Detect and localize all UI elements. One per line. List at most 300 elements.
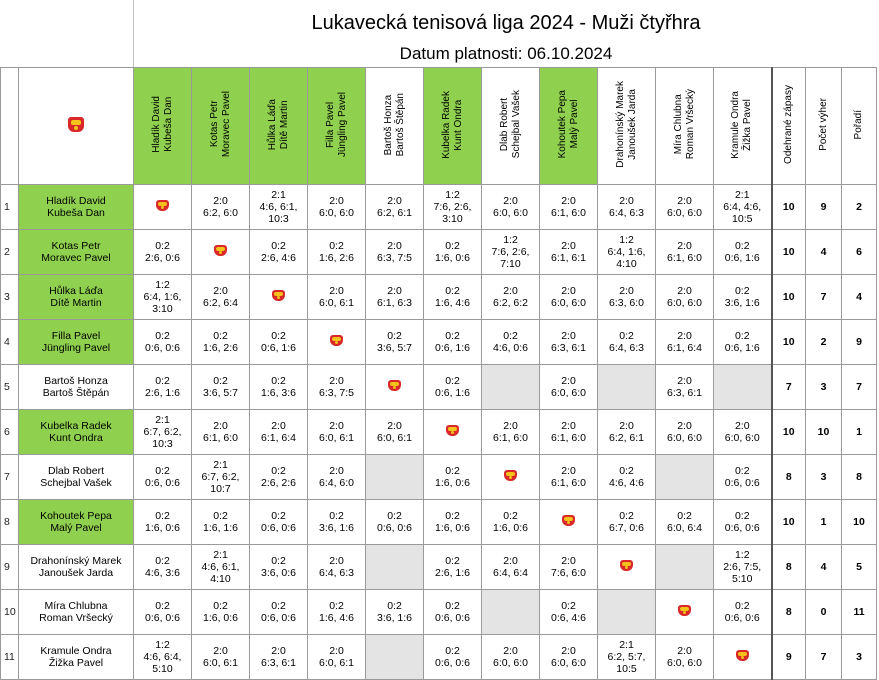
set-scores: 0:6, 0:6: [724, 522, 760, 534]
set-scores: 6:0, 6:0: [666, 657, 703, 669]
self-match-cell: [192, 230, 250, 275]
match-score: 2:0: [561, 195, 576, 207]
stat-header: [842, 68, 877, 185]
match-score: 0:2: [503, 510, 518, 522]
self-match-cell: [714, 635, 772, 680]
wins-count: 7: [806, 635, 842, 680]
match-score: 2:0: [561, 285, 576, 297]
set-scores: 1:6, 0:6: [434, 252, 471, 264]
table-row: [1, 185, 877, 230]
column-header-player1: Hladík David: [150, 96, 162, 153]
column-header-team: [598, 68, 656, 185]
rank-value: 1: [842, 410, 877, 455]
match-result-cell: [250, 365, 308, 410]
column-header-team: [656, 68, 714, 185]
match-result-cell: [424, 500, 482, 545]
column-header-player2: Kunt Ondra: [452, 98, 464, 151]
match-score: 2:0: [503, 285, 518, 297]
column-header-player2: Jüngling Pavel: [336, 91, 348, 158]
match-result-cell: [366, 320, 424, 365]
set-scores: 1:6, 3:6: [260, 387, 297, 399]
match-result-cell: [308, 635, 366, 680]
match-score: 0:2: [445, 330, 460, 342]
row-index: 11: [1, 635, 19, 680]
match-score: 0:2: [561, 600, 576, 612]
match-score: 0:2: [445, 510, 460, 522]
self-match-cell: [656, 590, 714, 635]
rank-value: 2: [842, 185, 877, 230]
self-match-cell: [598, 545, 656, 590]
team-name-cell: [19, 635, 134, 680]
match-score: 2:0: [677, 375, 692, 387]
column-header-label: [557, 90, 581, 158]
wins-count: 3: [806, 455, 842, 500]
club-logo-icon: [330, 335, 343, 346]
match-result-cell: [598, 410, 656, 455]
match-score: 0:2: [734, 240, 750, 252]
matches-played: 8: [772, 455, 806, 500]
match-result-cell: [540, 635, 598, 680]
set-scores: 0:6, 0:6: [434, 612, 471, 624]
set-scores: 10:3: [268, 213, 289, 225]
row-index: 6: [1, 410, 19, 455]
matches-played: 10: [772, 185, 806, 230]
column-header-player2: Žižka Pavel: [742, 98, 754, 151]
rank-value: 5: [842, 545, 877, 590]
set-scores: 3:10: [442, 213, 463, 225]
wins-count: 1: [806, 500, 842, 545]
set-scores: 2:6, 1:6: [434, 567, 471, 579]
column-header-team: [424, 68, 482, 185]
match-result-cell: [482, 320, 540, 365]
column-header-label: [441, 91, 465, 159]
match-score: 0:2: [213, 375, 228, 387]
row-index: 1: [1, 185, 19, 230]
set-scores: 6:2, 6:2: [492, 297, 529, 309]
column-header-player2: Bartoš Štěpán: [394, 92, 406, 157]
set-scores: 0:6, 1:6: [724, 342, 760, 354]
team-player2: Dítě Martin: [50, 297, 102, 309]
column-header-player1: Kubelka Radek: [440, 90, 452, 159]
match-result-cell: [134, 500, 192, 545]
match-score: 2:1: [213, 549, 228, 561]
set-scores: 4:6, 0:6: [492, 342, 529, 354]
set-scores: 6:0, 6:0: [666, 207, 703, 219]
match-result-cell: [714, 185, 772, 230]
set-scores: 3:6, 5:7: [202, 387, 239, 399]
match-result-cell: [482, 275, 540, 320]
set-scores: 0:6, 1:6: [434, 387, 471, 399]
column-header-player2: Kubeša Dan: [162, 96, 174, 153]
match-result-cell: [714, 230, 772, 275]
set-scores: 3:10: [152, 303, 173, 315]
match-result-cell: [134, 545, 192, 590]
match-score: 1:2: [445, 189, 460, 201]
set-scores: 6:4, 4:6,: [723, 201, 762, 213]
page-title: Lukavecká tenisová liga 2024 - Muži čtyřhra: [311, 12, 701, 34]
match-score: 2:0: [677, 285, 692, 297]
match-result-cell: [424, 185, 482, 230]
match-score: 2:0: [329, 420, 344, 432]
set-scores: 6:4, 6:4: [492, 567, 529, 579]
set-scores: 2:6, 2:6: [260, 477, 297, 489]
set-scores: 7:10: [500, 258, 521, 270]
matches-played: 8: [772, 590, 806, 635]
team-player2: Žižka Pavel: [48, 657, 104, 669]
set-scores: 1:6, 0:6: [434, 522, 471, 534]
match-result-cell: [250, 410, 308, 455]
match-result-cell: [424, 590, 482, 635]
match-result-cell: [192, 635, 250, 680]
self-match-cell: [134, 185, 192, 230]
match-result-cell: [656, 275, 714, 320]
column-header-label: [325, 92, 349, 157]
match-score: 0:2: [387, 330, 402, 342]
column-header-player2: Dítě Martin: [278, 100, 290, 149]
set-scores: 1:6, 4:6: [318, 612, 355, 624]
match-result-cell: [656, 635, 714, 680]
match-result-cell: [192, 365, 250, 410]
column-header-player2: Moravec Pavel: [220, 91, 232, 158]
match-result-cell: [308, 365, 366, 410]
column-header-player1: Kohoutek Pepa: [556, 90, 568, 159]
table-row: [1, 320, 877, 365]
set-scores: 6:3, 7:5: [318, 387, 355, 399]
match-score: 0:2: [734, 330, 750, 342]
match-score: 2:0: [387, 195, 402, 207]
set-scores: 4:10: [210, 573, 231, 585]
match-result-cell: [250, 320, 308, 365]
set-scores: 6:0, 6:1: [318, 432, 355, 444]
match-result-cell: [598, 275, 656, 320]
match-result-cell: [482, 230, 540, 275]
match-result-cell: [540, 410, 598, 455]
match-score: 2:0: [503, 420, 518, 432]
match-score: 0:2: [387, 510, 402, 522]
team-player1: Filla Pavel: [51, 330, 101, 342]
match-score: 0:2: [271, 510, 286, 522]
table-row: [1, 500, 877, 545]
set-scores: 0:6, 0:6: [434, 657, 471, 669]
column-header-player1: Filla Pavel: [324, 101, 336, 148]
set-scores: 4:6, 6:1,: [259, 201, 298, 213]
match-score: 0:2: [445, 465, 460, 477]
row-index: 2: [1, 230, 19, 275]
match-result-cell: [424, 320, 482, 365]
set-scores: 10:5: [616, 663, 637, 675]
set-scores: 6:1, 6:0: [492, 432, 529, 444]
match-score: 2:0: [677, 420, 692, 432]
match-result-cell: [598, 185, 656, 230]
row-index: 3: [1, 275, 19, 320]
set-scores: 3:6, 0:6: [260, 567, 297, 579]
set-scores: 1:6, 0:6: [492, 522, 529, 534]
match-score: 2:1: [155, 414, 170, 426]
set-scores: 5:10: [732, 573, 753, 585]
match-score: 2:0: [271, 420, 286, 432]
match-result-cell: [366, 230, 424, 275]
wins-count: 10: [806, 410, 842, 455]
set-scores: 6:7, 6:2,: [143, 426, 182, 438]
match-result-cell: [250, 545, 308, 590]
set-scores: 0:6, 1:6: [724, 252, 760, 264]
set-scores: 4:6, 4:6: [608, 477, 645, 489]
match-result-cell: [192, 320, 250, 365]
team-name-cell: [19, 410, 134, 455]
set-scores: 1:6, 0:6: [202, 612, 239, 624]
team-name-cell: [19, 275, 134, 320]
match-score: 2:0: [561, 420, 576, 432]
empty-match-cell: [366, 545, 424, 590]
set-scores: 3:6, 1:6: [376, 612, 413, 624]
match-score: 0:2: [677, 510, 692, 522]
set-scores: 10:5: [732, 213, 753, 225]
match-score: 2:0: [213, 645, 228, 657]
set-scores: 3:6, 5:7: [376, 342, 413, 354]
table-row: [1, 410, 877, 455]
club-logo-icon: [388, 380, 401, 391]
match-score: 0:2: [271, 375, 286, 387]
team-name-cell: [19, 545, 134, 590]
match-score: 0:2: [213, 510, 228, 522]
match-result-cell: [540, 455, 598, 500]
match-score: 2:1: [213, 459, 228, 471]
match-result-cell: [540, 320, 598, 365]
set-scores: 0:6, 1:6: [260, 342, 297, 354]
set-scores: 1:6, 0:6: [434, 477, 471, 489]
match-result-cell: [540, 590, 598, 635]
match-result-cell: [134, 635, 192, 680]
set-scores: 5:10: [152, 663, 173, 675]
match-score: 0:2: [271, 240, 286, 252]
column-header-player2: Janoušek Jarda: [626, 89, 638, 160]
match-result-cell: [424, 275, 482, 320]
team-player2: Janoušek Jarda: [38, 567, 114, 579]
row-index: 7: [1, 455, 19, 500]
set-scores: 0:6, 0:6: [144, 612, 181, 624]
match-result-cell: [308, 230, 366, 275]
column-header-player1: Drahonínský Marek: [614, 81, 626, 168]
set-scores: 6:0, 6:1: [318, 297, 355, 309]
set-scores: 6:0, 6:0: [550, 387, 587, 399]
match-result-cell: [308, 545, 366, 590]
column-header-team: [308, 68, 366, 185]
match-score: 2:0: [329, 285, 344, 297]
set-scores: 0:6, 0:6: [260, 522, 297, 534]
set-scores: 1:6, 0:6: [144, 522, 181, 534]
row-index: 10: [1, 590, 19, 635]
stat-header-label: Počet výher: [817, 98, 829, 151]
matches-played: 9: [772, 635, 806, 680]
club-logo-icon: [68, 117, 84, 132]
set-scores: 6:2, 5:7,: [607, 651, 646, 663]
table-row: [1, 635, 877, 680]
rank-value: 8: [842, 455, 877, 500]
set-scores: 6:1, 6:1: [550, 252, 587, 264]
club-logo-icon: [446, 425, 459, 436]
match-result-cell: [482, 185, 540, 230]
match-score: 0:2: [155, 600, 170, 612]
corner-cell: [1, 68, 19, 185]
set-scores: 2:6, 4:6: [260, 252, 297, 264]
match-score: 2:0: [561, 555, 576, 567]
column-header-player2: Schejbal Vašek: [510, 90, 522, 159]
match-result-cell: [134, 365, 192, 410]
matches-played: 10: [772, 320, 806, 365]
match-score: 0:2: [155, 330, 170, 342]
match-score: 2:0: [561, 240, 576, 252]
match-result-cell: [482, 410, 540, 455]
team-player1: Kubelka Radek: [40, 420, 112, 432]
match-score: 0:2: [734, 285, 750, 297]
set-scores: 4:6, 6:1,: [201, 561, 240, 573]
set-scores: 6:0, 6:1: [318, 657, 355, 669]
column-header-team: [250, 68, 308, 185]
match-score: 0:2: [734, 510, 750, 522]
match-result-cell: [656, 230, 714, 275]
match-score: 0:2: [155, 240, 170, 252]
set-scores: 4:6, 3:6: [144, 567, 181, 579]
column-header-player1: Kramule Ondra: [730, 90, 742, 159]
matches-played: 10: [772, 275, 806, 320]
team-name-cell: [19, 365, 134, 410]
row-index: 8: [1, 500, 19, 545]
match-result-cell: [714, 275, 772, 320]
team-player1: Kotas Petr: [51, 240, 101, 252]
match-score: 2:0: [619, 420, 634, 432]
set-scores: 6:1, 6:4: [666, 342, 703, 354]
empty-match-cell: [598, 365, 656, 410]
match-result-cell: [714, 590, 772, 635]
team-player1: Kramule Ondra: [40, 645, 112, 657]
match-score: 2:0: [619, 285, 634, 297]
match-score: 2:0: [561, 375, 576, 387]
match-score: 2:0: [213, 195, 228, 207]
logo-cell: [19, 68, 134, 185]
set-scores: 0:6, 0:6: [144, 342, 181, 354]
match-score: 2:0: [561, 645, 576, 657]
match-result-cell: [366, 590, 424, 635]
team-name-cell: [19, 455, 134, 500]
column-header-label: [673, 89, 697, 159]
column-header-label: [209, 91, 233, 157]
set-scores: 6:1, 6:0: [202, 432, 239, 444]
match-score: 1:2: [503, 234, 518, 246]
match-result-cell: [656, 500, 714, 545]
match-result-cell: [250, 500, 308, 545]
set-scores: 6:3, 6:0: [608, 297, 645, 309]
column-header-player2: Malý Pavel: [568, 100, 580, 149]
column-header-label: [151, 96, 175, 153]
match-result-cell: [598, 455, 656, 500]
set-scores: 4:10: [616, 258, 637, 270]
club-logo-icon: [272, 290, 285, 301]
column-header-player1: Kotas Petr: [208, 101, 220, 148]
match-result-cell: [192, 500, 250, 545]
match-result-cell: [250, 230, 308, 275]
team-player2: Roman Vršecký: [39, 612, 113, 624]
set-scores: 0:6, 0:6: [376, 522, 413, 534]
set-scores: 6:0, 6:1: [202, 657, 239, 669]
column-header-player2: Roman Vršecký: [684, 89, 696, 160]
club-logo-icon: [620, 560, 633, 571]
match-score: 2:0: [213, 420, 228, 432]
match-result-cell: [308, 410, 366, 455]
self-match-cell: [482, 455, 540, 500]
set-scores: 2:6, 1:6: [144, 387, 181, 399]
column-header-player1: Míra Chlubna: [672, 94, 684, 155]
match-score: 2:0: [561, 465, 576, 477]
team-player2: Bartoš Štěpán: [42, 387, 110, 399]
match-result-cell: [192, 275, 250, 320]
match-result-cell: [308, 455, 366, 500]
match-result-cell: [192, 590, 250, 635]
column-header-team: [540, 68, 598, 185]
match-result-cell: [540, 230, 598, 275]
match-score: 0:2: [213, 600, 228, 612]
empty-match-cell: [656, 455, 714, 500]
set-scores: 6:4, 6:3: [608, 342, 645, 354]
match-score: 2:0: [734, 420, 750, 432]
match-score: 0:2: [619, 465, 634, 477]
match-score: 0:2: [155, 375, 170, 387]
column-header-label: [730, 91, 754, 159]
match-result-cell: [250, 590, 308, 635]
set-scores: 6:0, 6:0: [492, 657, 529, 669]
column-header-label: [267, 99, 291, 150]
empty-match-cell: [366, 635, 424, 680]
match-result-cell: [656, 320, 714, 365]
team-player2: Moravec Pavel: [41, 252, 111, 264]
set-scores: 6:2, 6:4: [202, 297, 239, 309]
set-scores: 3:6, 1:6: [318, 522, 355, 534]
set-scores: 6:0, 6:0: [492, 207, 529, 219]
match-result-cell: [482, 545, 540, 590]
set-scores: 2:6, 7:5,: [723, 561, 762, 573]
set-scores: 6:1, 6:4: [260, 432, 297, 444]
team-player1: Dlab Robert: [47, 465, 105, 477]
match-result-cell: [308, 590, 366, 635]
column-header-label: [383, 93, 407, 156]
empty-match-cell: [482, 590, 540, 635]
match-result-cell: [424, 455, 482, 500]
set-scores: 7:6, 6:0: [550, 567, 587, 579]
team-player2: Schejbal Vašek: [40, 477, 112, 489]
wins-count: 0: [806, 590, 842, 635]
match-score: 2:0: [677, 240, 692, 252]
match-score: 0:2: [387, 600, 402, 612]
set-scores: 7:6, 2:6,: [433, 201, 472, 213]
column-header-player1: Dlab Robert: [498, 97, 510, 152]
match-result-cell: [366, 275, 424, 320]
set-scores: 0:6, 0:6: [260, 612, 297, 624]
self-match-cell: [424, 410, 482, 455]
column-header-player1: Bartoš Honza: [382, 94, 394, 155]
club-logo-icon: [504, 470, 517, 481]
set-scores: 6:3, 6:1: [260, 657, 297, 669]
team-name-cell: [19, 185, 134, 230]
match-score: 0:2: [155, 510, 170, 522]
table-row: [1, 590, 877, 635]
empty-match-cell: [482, 365, 540, 410]
match-score: 0:2: [271, 600, 286, 612]
set-scores: 6:2, 6:1: [376, 207, 413, 219]
match-score: 0:2: [445, 555, 460, 567]
set-scores: 6:0, 6:0: [318, 207, 355, 219]
table-row: [1, 545, 877, 590]
set-scores: 4:6, 6:4,: [143, 651, 182, 663]
match-result-cell: [598, 635, 656, 680]
